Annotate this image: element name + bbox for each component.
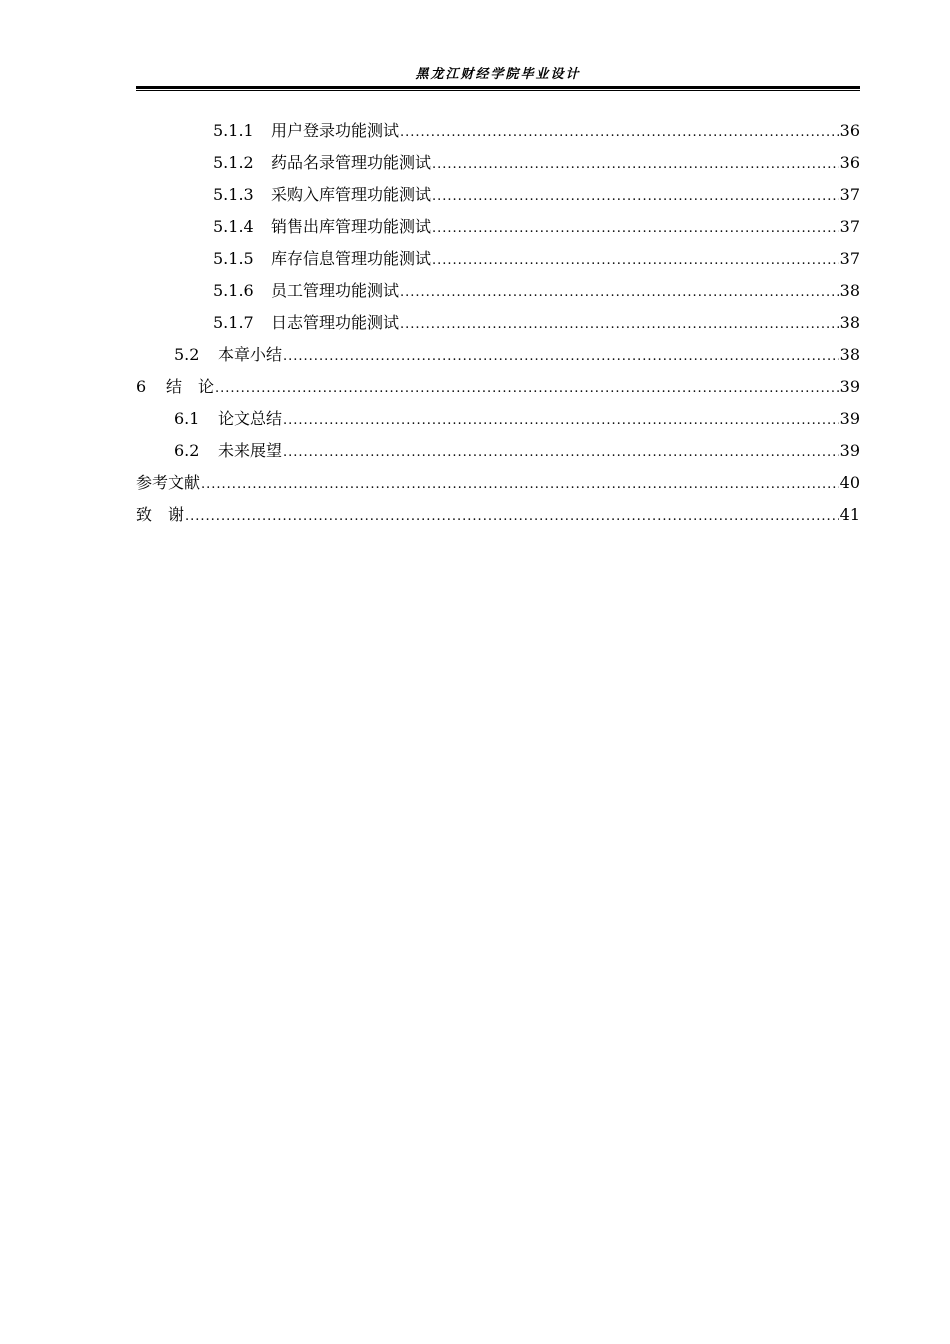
- toc-entry-title: 结 论: [166, 377, 215, 396]
- toc-entry-number: 5.1.3: [213, 185, 254, 204]
- toc-entry-title: 库存信息管理功能测试: [271, 249, 432, 268]
- toc-entry[interactable]: [136, 499, 860, 531]
- toc-entry-number: 5.2: [174, 345, 200, 364]
- toc-entry-title: 参考文献: [136, 473, 201, 492]
- toc-entry-number: 6.1: [174, 409, 200, 428]
- dot-leader: [400, 309, 839, 341]
- toc-entry-page: 37: [839, 217, 860, 236]
- toc-entry-page: 38: [839, 345, 860, 364]
- toc-entry-number: 5.1.1: [213, 121, 254, 140]
- dot-leader: [283, 437, 839, 469]
- toc-entry-title: 药品名录管理功能测试: [271, 153, 432, 172]
- toc-entry-title: 销售出库管理功能测试: [271, 217, 432, 236]
- toc-entry-page: 40: [839, 473, 860, 492]
- toc-entry-title: 论文总结: [218, 409, 283, 428]
- toc-entry-page: 39: [839, 409, 860, 428]
- toc-entry-page: 41: [839, 505, 860, 524]
- dot-leader: [432, 213, 839, 245]
- toc-entry[interactable]: [136, 243, 860, 275]
- toc-entry[interactable]: [136, 115, 860, 147]
- toc-entry-page: 39: [839, 441, 860, 460]
- toc-entry-page: 36: [839, 153, 860, 172]
- dot-leader: [432, 149, 839, 181]
- toc-entry-number: 5.1.4: [213, 217, 254, 236]
- toc-entry-number: 6: [136, 377, 147, 396]
- dot-leader: [432, 181, 839, 213]
- toc-entry[interactable]: [136, 147, 860, 179]
- running-header: 黑龙江财经学院毕业设计: [415, 67, 581, 82]
- toc-entry-page: 37: [839, 249, 860, 268]
- toc-entry-page: 38: [839, 281, 860, 300]
- toc-entry-title: 日志管理功能测试: [271, 313, 400, 332]
- toc-entry-title: 用户登录功能测试: [271, 121, 400, 140]
- toc-entry[interactable]: [136, 467, 860, 499]
- toc-entry-number: 6.2: [174, 441, 200, 460]
- toc-entry-page: 37: [839, 185, 860, 204]
- dot-leader: [400, 277, 839, 309]
- toc-entry-number: 5.1.6: [213, 281, 254, 300]
- toc-entry-title: 采购入库管理功能测试: [271, 185, 432, 204]
- toc-entry-title: 致 谢: [136, 505, 185, 524]
- toc-entry-number: 5.1.5: [213, 249, 254, 268]
- table-of-contents: [136, 115, 860, 531]
- header-rule-thick: [136, 86, 860, 89]
- header-rule-thin: [136, 90, 860, 91]
- toc-entry-number: 5.1.2: [213, 153, 254, 172]
- dot-leader: [201, 469, 839, 501]
- toc-entry-title: 本章小结: [218, 345, 283, 364]
- toc-entry-title: 员工管理功能测试: [271, 281, 400, 300]
- toc-entry-title: 未来展望: [218, 441, 283, 460]
- dot-leader: [283, 405, 839, 437]
- toc-entry[interactable]: [136, 275, 860, 307]
- toc-entry[interactable]: [136, 307, 860, 339]
- toc-entry[interactable]: [136, 403, 860, 435]
- dot-leader: [283, 341, 839, 373]
- toc-entry-page: 39: [839, 377, 860, 396]
- dot-leader: [185, 501, 839, 533]
- toc-entry-page: 36: [839, 121, 860, 140]
- dot-leader: [432, 245, 839, 277]
- toc-entry[interactable]: [136, 435, 860, 467]
- toc-entry-page: 38: [839, 313, 860, 332]
- toc-entry[interactable]: [136, 339, 860, 371]
- toc-entry[interactable]: [136, 211, 860, 243]
- toc-entry-number: 5.1.7: [213, 313, 254, 332]
- dot-leader: [215, 373, 839, 405]
- toc-entry[interactable]: [136, 179, 860, 211]
- dot-leader: [400, 117, 839, 149]
- toc-entry[interactable]: [136, 371, 860, 403]
